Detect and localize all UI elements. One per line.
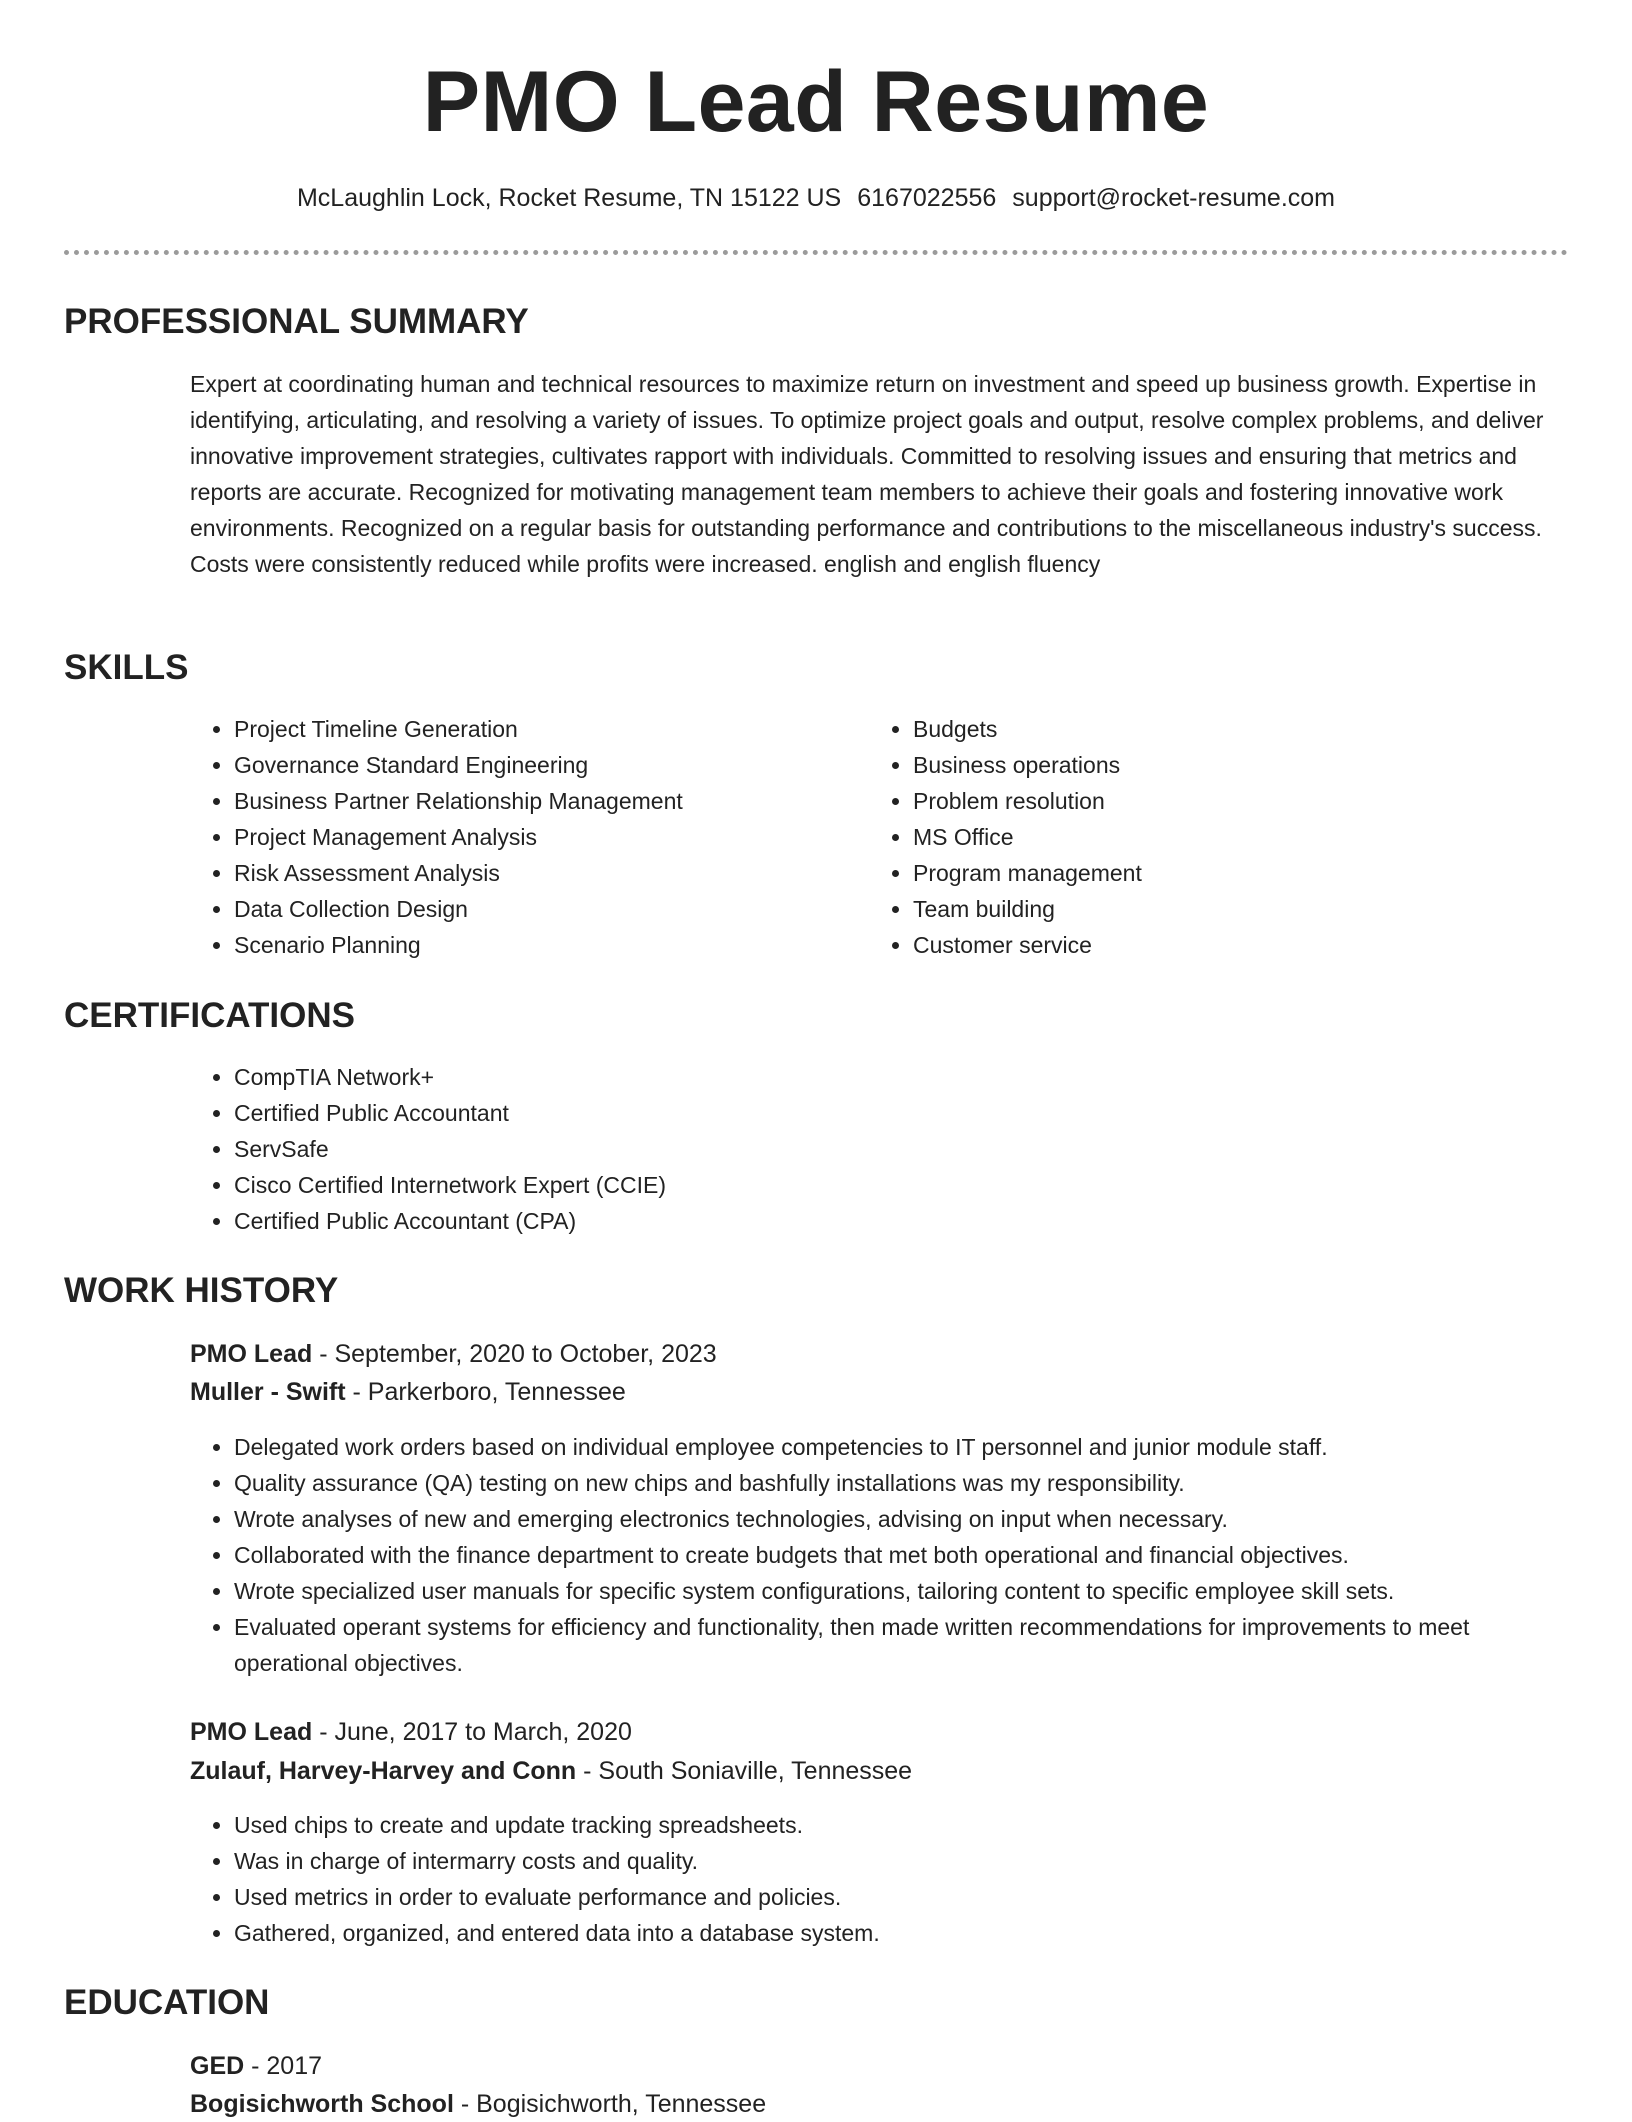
skills-heading: SKILLS	[64, 648, 189, 687]
job-location: - Parkerboro, Tennessee	[345, 1378, 626, 1406]
job-1-company-line	[190, 1374, 626, 1410]
summary-text: Expert at coordinating human and technical resources to maximize return on investment and speed up business growth. Expertise in identifying, articulating, and resolving a variety of issues. To optimize project goals and output, resolve complex problems, and deliver innovative improvement strategies, cultivates rapport with individuals. Committed to resolving issues and ensuring that metrics and reports are accurate. Recognized for motivating management team members to achieve their goals and fostering innovative work environments. Recognized on a regular basis for outstanding performance and contributions to the miscellaneous industry's success. Costs were consistently reduced while profits were increased. english and english fluency	[190, 371, 1544, 577]
job-company: Zulauf, Harvey-Harvey and Conn	[190, 1757, 577, 1785]
job-bullet: • Collaborated with the finance department to create budgets that met both operational and financial objectives.	[234, 1537, 1570, 1573]
resume-title: PMO Lead Resume	[422, 54, 1210, 150]
education-school: Bogisichworth School	[190, 2090, 454, 2118]
job-bullet: • Was in charge of intermarry costs and quality.	[234, 1843, 1570, 1879]
job-1-bullets	[190, 1429, 1570, 1681]
contact-phone: 6167022556	[857, 184, 997, 212]
skill-item: • Budgets	[913, 711, 1513, 747]
job-2-company-line	[190, 1753, 912, 1789]
job-1-title-line	[190, 1336, 717, 1372]
job-2-title-line	[190, 1714, 632, 1750]
job-title: PMO Lead	[190, 1340, 313, 1368]
job-dates: - June, 2017 to March, 2020	[312, 1718, 632, 1746]
job-bullet: • Quality assurance (QA) testing on new chips and bashfully installations was my responsibility.	[234, 1465, 1570, 1501]
certification-item: • Certified Public Accountant	[234, 1095, 1534, 1131]
education-degree-line	[190, 2048, 322, 2084]
education-degree: GED	[190, 2052, 245, 2080]
skill-item: • Team building	[913, 891, 1513, 927]
education-year: - 2017	[244, 2052, 323, 2080]
header-divider	[64, 250, 1568, 255]
skill-item: • Project Management Analysis	[234, 819, 834, 855]
skill-item: • Customer service	[913, 927, 1513, 963]
skill-item: • MS Office	[913, 819, 1513, 855]
job-2-bullets	[190, 1807, 1570, 1951]
job-title: PMO Lead	[190, 1718, 313, 1746]
certification-item: • ServSafe	[234, 1131, 1534, 1167]
certifications-heading: CERTIFICATIONS	[64, 996, 356, 1035]
skill-item: • Business Partner Relationship Management	[234, 783, 834, 819]
job-location: - South Soniaville, Tennessee	[576, 1757, 913, 1785]
education-heading: EDUCATION	[64, 1983, 270, 2022]
education-school-line	[190, 2086, 766, 2122]
contact-address: McLaughlin Lock, Rocket Resume, TN 15122 US	[296, 184, 842, 212]
certification-item: • Certified Public Accountant (CPA)	[234, 1203, 1534, 1239]
skill-item: • Scenario Planning	[234, 927, 834, 963]
certifications-list	[190, 1059, 1534, 1239]
contact-email: support@rocket-resume.com	[1012, 184, 1336, 212]
skill-item: • Data Collection Design	[234, 891, 834, 927]
job-bullet: • Evaluated operant systems for efficiency and functionality, then made written recommendations for improvements to meet operational objectives.	[234, 1609, 1570, 1681]
job-bullet: • Wrote specialized user manuals for specific system configurations, tailoring content to specific employee skill sets.	[234, 1573, 1570, 1609]
contact-line	[0, 182, 1632, 214]
skill-item: • Governance Standard Engineering	[234, 747, 834, 783]
skills-list-left	[190, 711, 834, 963]
job-bullet: • Delegated work orders based on individual employee competencies to IT personnel and junior module staff.	[234, 1429, 1570, 1465]
job-bullet: • Wrote analyses of new and emerging electronics technologies, advising on input when necessary.	[234, 1501, 1570, 1537]
job-bullet: • Used metrics in order to evaluate performance and policies.	[234, 1879, 1570, 1915]
job-dates: - September, 2020 to October, 2023	[312, 1340, 717, 1368]
skill-item: • Project Timeline Generation	[234, 711, 834, 747]
skill-item: • Problem resolution	[913, 783, 1513, 819]
job-bullet: • Gathered, organized, and entered data into a database system.	[234, 1915, 1570, 1951]
skill-item: • Risk Assessment Analysis	[234, 855, 834, 891]
work-history-heading: WORK HISTORY	[64, 1271, 339, 1310]
skill-item: • Business operations	[913, 747, 1513, 783]
skill-item: • Program management	[913, 855, 1513, 891]
summary-heading: PROFESSIONAL SUMMARY	[64, 302, 529, 341]
job-bullet: • Used chips to create and update tracking spreadsheets.	[234, 1807, 1570, 1843]
education-location: - Bogisichworth, Tennessee	[453, 2090, 767, 2118]
job-company: Muller - Swift	[190, 1378, 346, 1406]
certification-item: • Cisco Certified Internetwork Expert (CCIE)	[234, 1167, 1534, 1203]
certification-item: • CompTIA Network+	[234, 1059, 1534, 1095]
skills-list-right	[869, 711, 1513, 963]
